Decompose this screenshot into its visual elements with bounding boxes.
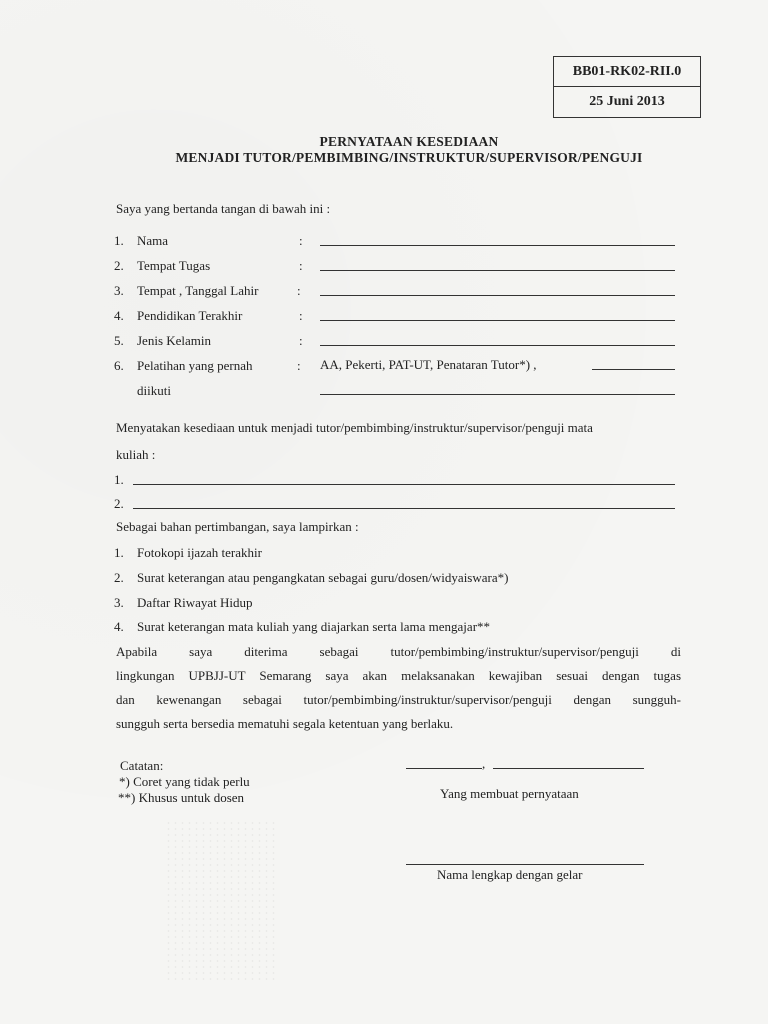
signature-name-hint: Nama lengkap dengan gelar (437, 867, 583, 882)
closing-line: Apabila saya diterima sebagai tutor/pembimbing/instruktur/supervisor/penguji di (116, 644, 681, 659)
field-value-pelatihan: AA, Pekerti, PAT-UT, Penataran Tutor*) , (320, 357, 537, 372)
field-label-pelatihan: Pelatihan yang pernah (137, 358, 253, 373)
signature-comma: , (482, 756, 486, 771)
field-number: 4. (114, 308, 124, 323)
signature-maker-label: Yang membuat pernyataan (440, 786, 579, 801)
signature-date-line[interactable] (493, 768, 644, 769)
field-line-pelatihan[interactable] (320, 394, 675, 395)
field-number: 3. (114, 283, 124, 298)
note-item: *) Coret yang tidak perlu (119, 774, 250, 789)
course-number: 2. (114, 496, 124, 511)
field-line-ttl[interactable] (320, 295, 675, 296)
field-number: 6. (114, 358, 124, 373)
document-code-box (553, 56, 701, 118)
field-colon: : (299, 233, 303, 248)
field-colon: : (299, 333, 303, 348)
scan-noise (165, 820, 275, 980)
attachment-number: 3. (114, 595, 124, 610)
attachment-item: Surat keterangan mata kuliah yang diajarkan serta lama mengajar** (137, 619, 491, 634)
field-colon: : (299, 308, 303, 323)
field-colon: : (297, 358, 301, 373)
closing-paragraph (116, 640, 681, 736)
document-date: 25 Juni 2013 (554, 86, 700, 116)
signature-place-line[interactable] (406, 768, 482, 769)
attachment-item: Surat keterangan atau pengangkatan sebagai guru/dosen/widyaiswara*) (137, 570, 509, 585)
attachment-number: 4. (114, 619, 124, 634)
statement-text: Menyatakan kesediaan untuk menjadi tutor/pembimbing/instruktur/supervisor/penguji mata (116, 420, 593, 435)
field-label-ttl: Tempat , Tanggal Lahir (137, 283, 259, 298)
field-colon: : (297, 283, 301, 298)
course-line-1[interactable] (133, 484, 675, 485)
document-title: PERNYATAAN KESEDIAAN (319, 134, 499, 149)
field-number: 2. (114, 258, 124, 273)
note-item: **) Khusus untuk dosen (118, 790, 245, 805)
notes-heading: Catatan: (120, 758, 164, 773)
document-subtitle: MENJADI TUTOR/PEMBIMBING/INSTRUKTUR/SUPERVISOR/PENGUJI (175, 150, 643, 165)
closing-line: sungguh serta bersedia mematuhi segala ketentuan yang berlaku. (116, 716, 454, 731)
document-code: BB01-RK02-RII.0 (572, 63, 682, 79)
field-line-pendidikan[interactable] (320, 320, 675, 321)
attachment-item: Daftar Riwayat Hidup (137, 595, 253, 610)
field-label-tempat-tugas: Tempat Tugas (137, 258, 211, 273)
field-line-tempat-tugas[interactable] (320, 270, 675, 271)
field-number: 5. (114, 333, 124, 348)
field-label-pendidikan: Pendidikan Terakhir (137, 308, 243, 323)
field-line-nama[interactable] (320, 245, 675, 246)
course-line-2[interactable] (133, 508, 675, 509)
statement-text-cont: kuliah : (116, 447, 156, 462)
closing-line: dan kewenangan sebagai tutor/pembimbing/instruktur/supervisor/penguji dengan sungguh- (116, 692, 681, 707)
field-line-jenis-kelamin[interactable] (320, 345, 675, 346)
attachments-intro: Sebagai bahan pertimbangan, saya lampirkan : (116, 519, 359, 534)
intro-text: Saya yang bertanda tangan di bawah ini : (116, 201, 331, 216)
field-number: 1. (114, 233, 124, 248)
course-number: 1. (114, 472, 124, 487)
field-label-nama: Nama (137, 233, 169, 248)
signature-name-line[interactable] (406, 864, 644, 865)
attachment-number: 2. (114, 570, 124, 585)
closing-line: lingkungan UPBJJ-UT Semarang saya akan melaksanakan kewajiban sesuai dengan tugas (116, 668, 681, 683)
field-label-pelatihan-cont: diikuti (137, 383, 171, 398)
field-line-pelatihan-extra[interactable] (592, 369, 675, 370)
field-colon: : (299, 258, 303, 273)
attachment-number: 1. (114, 545, 124, 560)
field-label-jenis-kelamin: Jenis Kelamin (137, 333, 212, 348)
attachment-item: Fotokopi ijazah terakhir (137, 545, 262, 560)
